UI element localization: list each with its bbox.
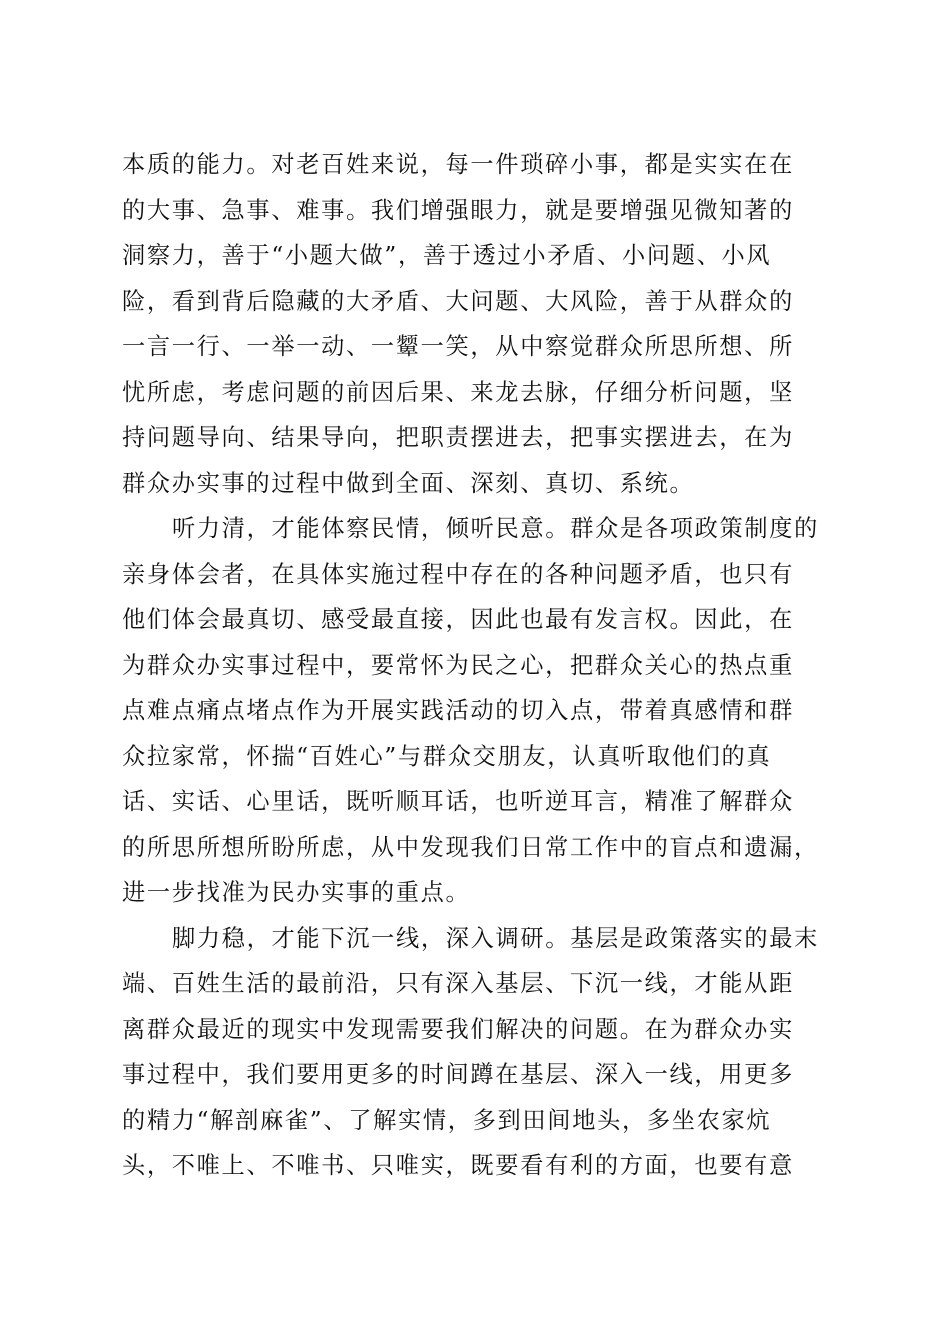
text-line: 亲身体会者，在具体实施过程中存在的各种问题矛盾，也只有	[122, 560, 794, 588]
text-line: 一言一行、一举一动、一颦一笑，从中察觉群众所思所想、所	[122, 333, 794, 360]
text-line: 话、实话、心里话，既听顺耳话，也听逆耳言，精准了解群众	[122, 788, 794, 815]
text-line: 众拉家常，怀揣“百姓心”与群众交朋友，认真听取他们的真	[122, 742, 772, 770]
text-line: 端、百姓生活的最前沿，只有深入基层、下沉一线，才能从距	[122, 970, 794, 997]
text-line: 进一步找准为民办实事的重点。	[122, 879, 471, 906]
text-line: 的精力“解剖麻雀”、了解实情，多到田间地头，多坐农家炕	[122, 1106, 772, 1134]
text-line: 本质的能力。对老百姓来说，每一件琐碎小事，都是实实在在	[122, 151, 794, 178]
paragraph-first-line: 脚力稳，才能下沉一线，深入调研。基层是政策落实的最末	[172, 924, 820, 952]
text-line: 险，看到背后隐藏的大矛盾、大问题、大风险，善于从群众的	[122, 287, 794, 315]
text-line: 忧所虑，考虑问题的前因后果、来龙去脉，仔细分析问题，坚	[122, 378, 794, 406]
text-line: 点难点痛点堵点作为开展实践活动的切入点，带着真感情和群	[122, 697, 794, 724]
text-line: 的大事、急事、难事。我们增强眼力，就是要增强见微知著的	[122, 196, 794, 224]
text-line: 为群众办实事过程中，要常怀为民之心，把群众关心的热点重	[122, 651, 794, 679]
paragraph-first-line: 听力清，才能体察民情，倾听民意。群众是各项政策制度的	[172, 515, 820, 542]
text-line: 离群众最近的现实中发现需要我们解决的问题。在为群众办实	[122, 1015, 794, 1043]
text-line: 群众办实事的过程中做到全面、深刻、真切、系统。	[122, 469, 695, 497]
text-line: 他们体会最真切、感受最直接，因此也最有发言权。因此，在	[122, 606, 794, 633]
text-line: 洞察力，善于“小题大做”，善于透过小矛盾、小问题、小风	[122, 242, 772, 269]
text-line: 持问题导向、结果导向，把职责摆进去，把事实摆进去，在为	[122, 424, 794, 451]
text-line: 的所思所想所盼所虑，从中发现我们日常工作中的盲点和遗漏，	[122, 833, 819, 861]
body-text	[122, 142, 842, 1189]
text-line: 头，不唯上、不唯书、只唯实，既要看有利的方面，也要有意	[122, 1152, 794, 1179]
text-line: 事过程中，我们要用更多的时间蹲在基层、深入一线，用更多	[122, 1061, 794, 1088]
